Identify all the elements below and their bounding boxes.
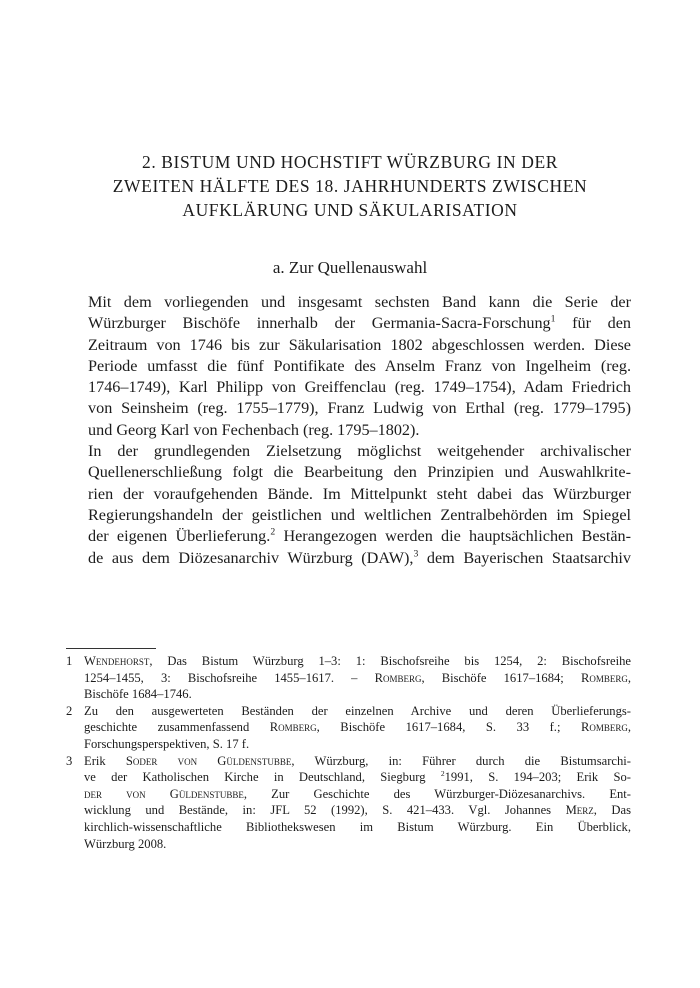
author-name: Merz xyxy=(565,803,594,818)
footnote-2 xyxy=(66,703,631,753)
author-name: Wendehorst xyxy=(84,654,150,668)
edition-superscript: 2 xyxy=(440,768,445,778)
footnote-separator xyxy=(66,648,156,649)
text-line: Mit dem vorliegenden und insgesamt sechsten Band kann die Serie der xyxy=(88,293,631,311)
author-name: Soder von Güldenstubbe xyxy=(125,753,292,768)
text-line: rien der voraufgehenden Bände. Im Mittelpunkt steht dabei das Würzburger xyxy=(88,484,631,503)
paragraph-1 xyxy=(66,292,631,441)
footnote-line: 1254–1455, 3: Bischofsreihe 1455–1617. – Romberg, Bischöfe 1617–1684; Romberg, xyxy=(84,670,631,685)
footnote-1 xyxy=(66,653,631,703)
footnote-ref: 3 xyxy=(413,548,419,560)
author-name: Romberg xyxy=(269,720,317,735)
text-line: der eigenen Überlieferung.$^2$ Herangezogen werden die hauptsächlichen Bestän- xyxy=(88,526,632,546)
footnote-line: ve der Katholischen Kirche in Deutschland, Siegburg $^2$1991, S. 194–203; Erik So- xyxy=(84,768,631,785)
footnote-line: Erik Soder von Güldenstubbe, Würzburg, in: Führer durch die Bistumsarchi- xyxy=(84,753,631,768)
chapter-title xyxy=(60,150,640,222)
footnote-line: geschichte zusammenfassend Romberg, Bischöfe 1617–1684, S. 33 f.; Romberg, xyxy=(84,720,631,735)
footnote-line: Würzburg 2008. xyxy=(84,836,167,851)
footnote-line: Bischöfe 1684–1746. xyxy=(84,687,192,702)
footnote-line: der von Güldenstubbe, Zur Geschichte des Würzburger-Diözesanarchivs. Ent- xyxy=(84,786,632,801)
text-line: In der grundlegenden Zielsetzung möglichst weitgehender archivalischer xyxy=(88,442,631,461)
footnotes xyxy=(66,653,631,852)
footnote-line: Wendehorst, Das Bistum Würzburg 1–3: 1: Bischofsreihe bis 1254, 2: Bischofsreihe xyxy=(84,654,631,668)
section-title: a. Zur Quellenauswahl xyxy=(272,258,428,277)
author-name: Romberg xyxy=(580,720,628,735)
footnote-line: Forschungsperspektiven, S. 17 f. xyxy=(84,736,250,751)
text-line: und Georg Karl von Fechenbach (reg. 1795–1802). xyxy=(88,420,420,439)
chapter-title-line: AUFKLÄRUNG UND SÄKULARISATION xyxy=(182,200,518,220)
author-name: Romberg xyxy=(580,670,628,685)
text-line: von Seinsheim (reg. 1755–1779), Franz Ludwig von Erthal (reg. 1779–1795) xyxy=(88,399,631,418)
text-line: Würzburger Bischöfe innerhalb der Germania-Sacra-Forschung$^1$ für den xyxy=(88,313,631,333)
text-line: Quellenerschließung folgt die Bearbeitung den Prinzipien und Auswahlkrite- xyxy=(88,463,631,482)
footnote-line: kirchlich-wissenschaftliche Bibliothekswesen im Bistum Würzburg. Ein Überblick, xyxy=(84,819,631,834)
text-line: 1746–1749), Karl Philipp von Greiffenclau (reg. 1749–1754), Adam Friedrich xyxy=(88,378,631,397)
chapter-title-line: ZWEITEN HÄLFTE DES 18. JAHRHUNDERTS ZWISCHEN xyxy=(112,176,588,196)
text-line: de aus dem Diözesanarchiv Würzburg (DAW),$^3$ dem Bayerischen Staatsarchiv xyxy=(88,548,632,567)
footnote-number: 1 xyxy=(66,654,73,668)
author-name: der von Güldenstubbe xyxy=(84,786,244,801)
paragraph-2 xyxy=(66,441,631,569)
text-line: Zeitraum von 1746 bis zur Säkularisation 1802 abgeschlossen werden. Diese xyxy=(88,335,631,354)
chapter-title-line: 2. BISTUM UND HOCHSTIFT WÜRZBURG IN DER xyxy=(141,152,559,172)
footnote-3 xyxy=(66,753,631,853)
body-text xyxy=(66,292,631,569)
text-line: Periode umfasst die fünf Pontifikate des Anselm Franz von Ingelheim (reg. xyxy=(88,356,631,375)
author-name: Romberg xyxy=(374,670,422,685)
footnote-line: wicklung und Bestände, in: JFL 52 (1992), S. 421–433. Vgl. Johannes Merz, Das xyxy=(84,803,631,818)
footnote-number: 3 xyxy=(66,753,73,768)
text-line: Regierungshandeln der geistlichen und weltlichen Zentralbehörden im Spiegel xyxy=(88,505,631,524)
footnote-ref: 2 xyxy=(270,526,276,538)
footnote-line: Zu den ausgewerteten Beständen der einzelnen Archive und deren Überlieferungs- xyxy=(84,703,631,718)
footnote-ref: 1 xyxy=(550,313,556,325)
footnote-number: 2 xyxy=(66,703,73,718)
